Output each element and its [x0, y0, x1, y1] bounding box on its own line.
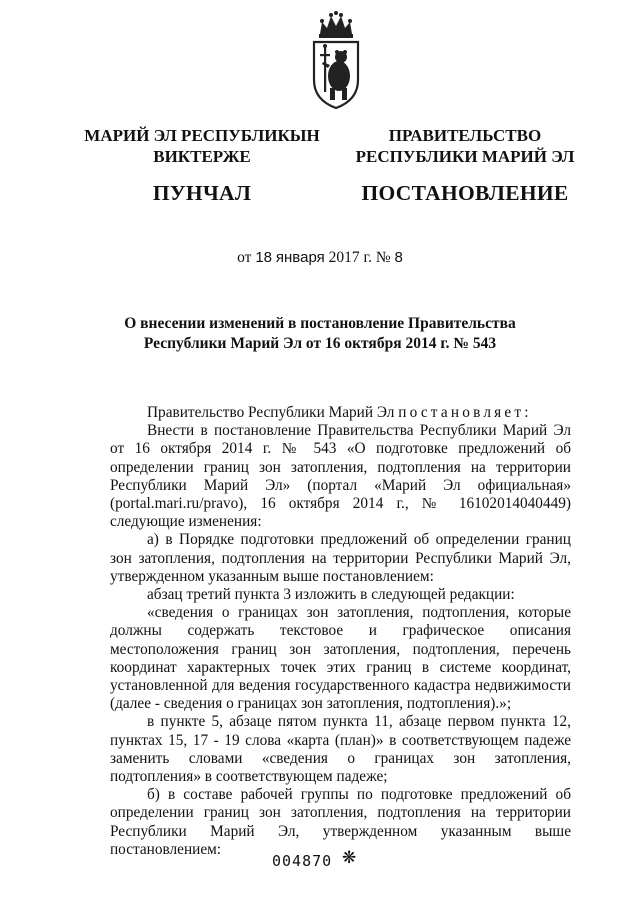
date-month: января — [275, 249, 325, 266]
form-serial-number: 004870 — [272, 852, 333, 870]
paragraph-resolves-subject: Правительство Республики Марий Эл — [147, 404, 395, 421]
paragraph-b: б) в составе рабочей группы по подготовке предложений об определении границ зон затопления, подтопления на территории Республики Марий Эл, утвержденном указанным выше постановлением: — [110, 786, 571, 858]
header-right-line1: ПРАВИТЕЛЬСТВО — [388, 126, 542, 145]
paragraph-main-amendment: Внести в постановление Правительства Республики Марий Эл от 16 октября 2014 г. № 543 «О подготовке предложений об определении границ зон затопления, подтопления на территории Республики Марий Эл» (портал «Марий Эл официальная» (portal.mari.ru/pravo), 16 октября 2014 г., № 16102014040449) следующие изменения: — [110, 422, 571, 531]
document-title — [90, 314, 550, 354]
header-right-doc-type: ПОСТАНОВЛЕНИЕ — [361, 181, 569, 205]
coat-of-arms-emblem — [308, 10, 364, 110]
number-label: № — [375, 249, 391, 266]
header-left-doc-type: ПУНЧАЛ — [152, 181, 252, 205]
header-left-block — [82, 125, 322, 206]
title-line1: О внесении изменений в постановление Правительства — [124, 315, 516, 332]
paragraph-resolves — [110, 404, 571, 422]
paragraph-a-replacement: в пункте 5, абзаце пятом пункта 11, абзаце первом пункта 12, пунктах 15, 17 - 19 слова «карта (план)» в соответствующем падеже заменить словами «сведения о границах зон затопления, подтопления» в соответствующем падеже; — [110, 713, 571, 786]
date-line — [0, 249, 640, 267]
header-right-block — [340, 125, 590, 206]
document-number: 8 — [394, 249, 403, 266]
paragraph-a-instruction: абзац третий пункта 3 изложить в следующей редакции: — [147, 586, 515, 604]
header-right-line2: РЕСПУБЛИКИ МАРИЙ ЭЛ — [355, 147, 575, 166]
date-year: 2017 г. — [328, 249, 372, 266]
header-left-line1: МАРИЙ ЭЛ РЕСПУБЛИКЫН — [84, 126, 320, 145]
date-prefix: от — [237, 249, 252, 266]
footer-ornament-icon: ❋ — [342, 848, 357, 867]
paragraph-resolves-verb: постановляет: — [398, 404, 532, 421]
date-day: 18 — [255, 249, 273, 266]
document-body — [110, 404, 571, 859]
title-line2: Республики Марий Эл от 16 октября 2014 г. № 543 — [143, 335, 497, 352]
paragraph-a: а) в Порядке подготовки предложений об определении границ зон затопления, подтопления на территории Республики Марий Эл, утвержденном указанным выше постановлением: — [110, 531, 571, 585]
paragraph-a-quote: «сведения о границах зон затопления, подтопления, которые должны содержать текстовое и графическое описания местоположения границ зон затопления, подтопления, перечень координат характерных точек этих границ в системе координат, установленной для ведения государственного кадастра недвижимости (далее - сведения о границах зон затопления, подтопления).»; — [110, 604, 571, 713]
header-left-line2: ВИКТЕРЖЕ — [153, 147, 251, 166]
